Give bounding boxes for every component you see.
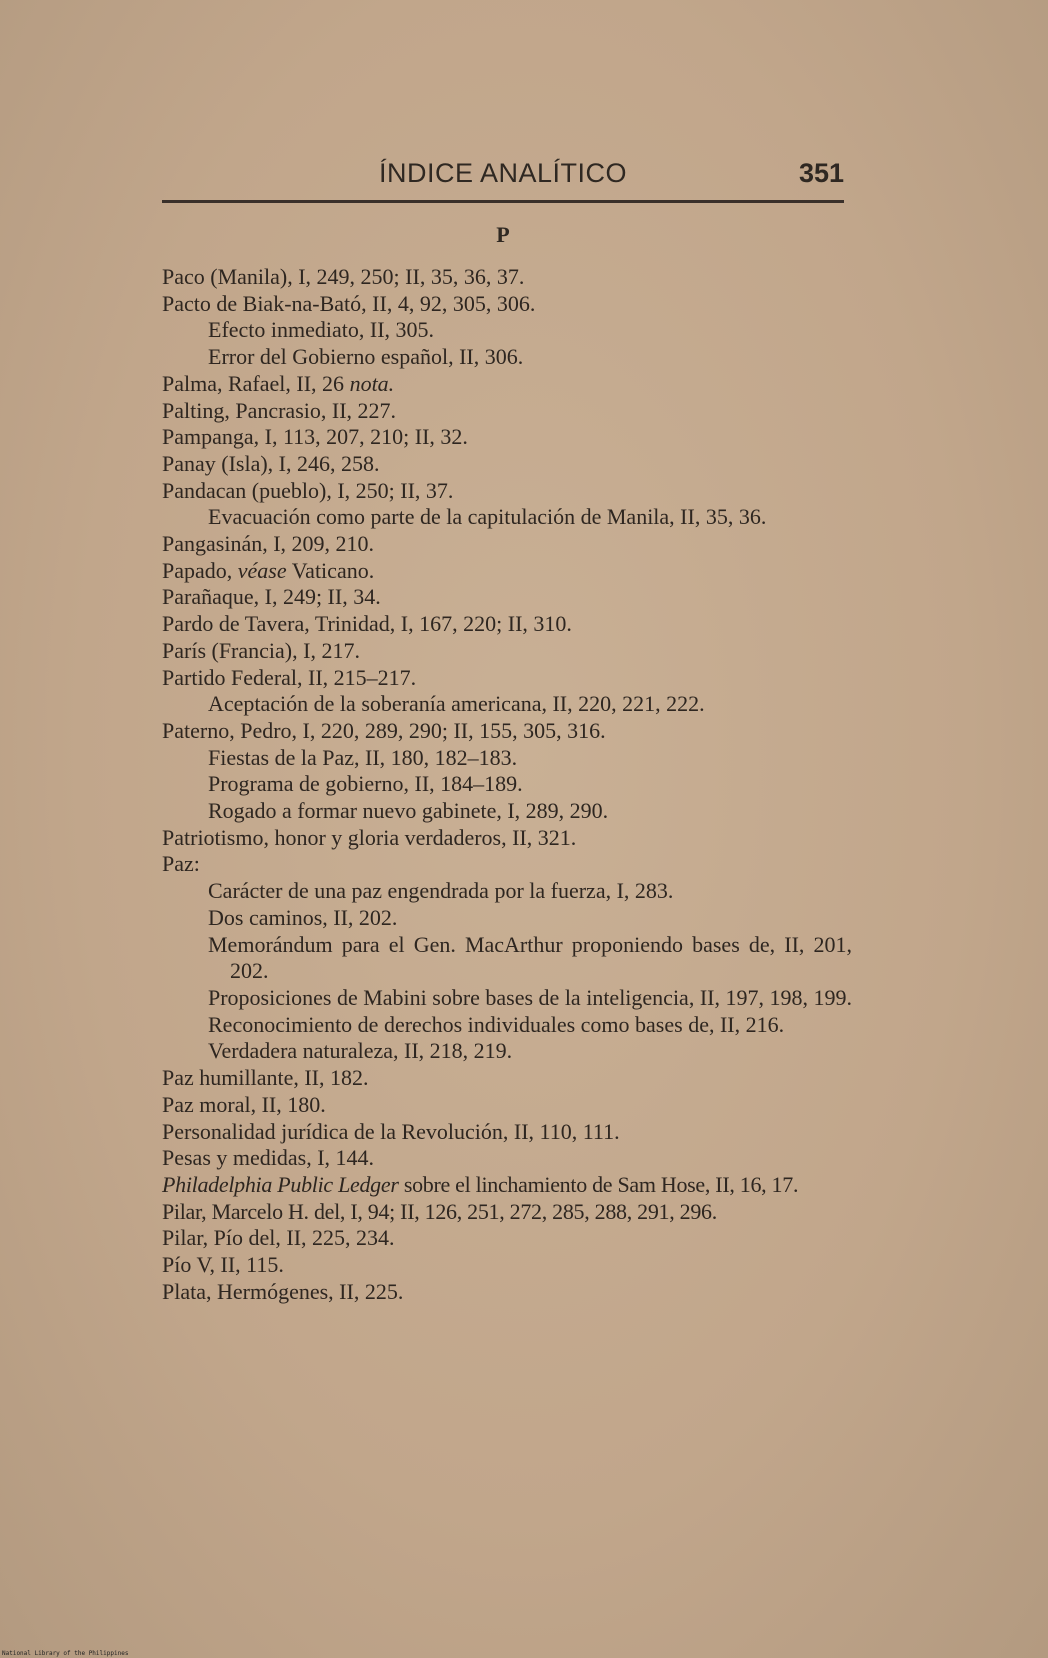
index-entry: Paz:	[162, 851, 200, 877]
page-number: 351	[798, 158, 844, 188]
index-entry: Parañaque, I, 249; II, 34.	[162, 584, 381, 610]
page-header	[162, 158, 844, 194]
index-entry: París (Francia), I, 217.	[162, 637, 360, 663]
index-subentry: Proposiciones de Mabini sobre bases de la inteligencia, II, 197, 198, 199.	[208, 984, 852, 1010]
library-footer: National Library of the Philippines	[2, 1650, 129, 1657]
index-subentry: Aceptación de la soberanía americana, II, 220, 221, 222.	[208, 691, 705, 717]
index-entry: Paz moral, II, 180.	[162, 1091, 326, 1117]
index-subentry: Programa de gobierno, II, 184–189.	[208, 771, 523, 797]
index-entry: Paz humillante, II, 182.	[162, 1065, 369, 1091]
index-subentry: Verdadera naturaleza, II, 218, 219.	[208, 1038, 513, 1064]
index-entry: Pilar, Marcelo H. del, I, 94; II, 126, 251, 272, 285, 288, 291, 296.	[162, 1198, 717, 1224]
index-entry: Paco (Manila), I, 249, 250; II, 35, 36, 37.	[162, 264, 525, 289]
index-entry: Pardo de Tavera, Trinidad, I, 167, 220; II, 310.	[162, 611, 572, 637]
entry-italic: véase	[237, 557, 287, 583]
index-entries	[162, 264, 852, 1305]
entry-text: Vaticano.	[291, 557, 375, 583]
entry-text: Palma, Rafael, II, 26	[162, 370, 345, 396]
index-subentry: Dos caminos, II, 202.	[208, 904, 398, 930]
index-entry: Panay (Isla), I, 246, 258.	[162, 450, 380, 476]
page-title: ÍNDICE ANALÍTICO	[378, 158, 628, 188]
index-entry: Paterno, Pedro, I, 220, 289, 290; II, 155, 305, 316.	[162, 717, 606, 743]
index-subentry: Carácter de una paz engendrada por la fuerza, I, 283.	[208, 878, 674, 904]
entry-text: sobre el linchamiento de Sam Hose, II, 16, 17.	[403, 1171, 799, 1197]
index-entry: Pangasinán, I, 209, 210.	[162, 531, 375, 557]
index-entry: Plata, Hermógenes, II, 225.	[162, 1278, 404, 1304]
section-letter: P	[496, 222, 510, 247]
index-entry: Patriotismo, honor y gloria verdaderos, II, 321.	[162, 824, 577, 850]
index-entry: Pilar, Pío del, II, 225, 234.	[162, 1225, 395, 1251]
index-entry	[162, 1172, 852, 1199]
entry-italic: nota.	[349, 370, 395, 396]
index-entry: Pandacan (pueblo), I, 250; II, 37.	[162, 477, 454, 503]
index-entry: Palting, Pancrasio, II, 227.	[162, 397, 397, 423]
index-subentry: Memorándum para el Gen. MacArthur proponiendo bases de, II, 201, 202.	[208, 931, 852, 984]
index-entry: Pesas y medidas, I, 144.	[162, 1145, 375, 1171]
index-subentry: Efecto inmediato, II, 305.	[208, 317, 435, 343]
index-entry: Pío V, II, 115.	[162, 1252, 284, 1278]
index-subentry: Rogado a formar nuevo gabinete, I, 289, 290.	[208, 798, 609, 824]
index-entry	[162, 558, 852, 585]
entry-italic: Philadelphia Public Ledger	[162, 1171, 399, 1197]
index-entry: Personalidad jurídica de la Revolución, II, 110, 111.	[162, 1118, 620, 1144]
entry-text: Papado,	[162, 557, 233, 583]
index-entry: Pacto de Biak-na-Bató, II, 4, 92, 305, 306.	[162, 290, 536, 316]
index-entry: Pampanga, I, 113, 207, 210; II, 32.	[162, 424, 468, 450]
index-subentry: Fiestas de la Paz, II, 180, 182–183.	[208, 744, 518, 770]
index-subentry: Error del Gobierno español, II, 306.	[208, 344, 524, 370]
header-rule	[162, 200, 844, 203]
index-entry	[162, 371, 852, 398]
index-subentry: Evacuación como parte de la capitulación de Manila, II, 35, 36.	[208, 504, 767, 530]
index-entry: Partido Federal, II, 215–217.	[162, 664, 417, 690]
index-subentry: Reconocimiento de derechos individuales como bases de, II, 216.	[208, 1011, 785, 1037]
